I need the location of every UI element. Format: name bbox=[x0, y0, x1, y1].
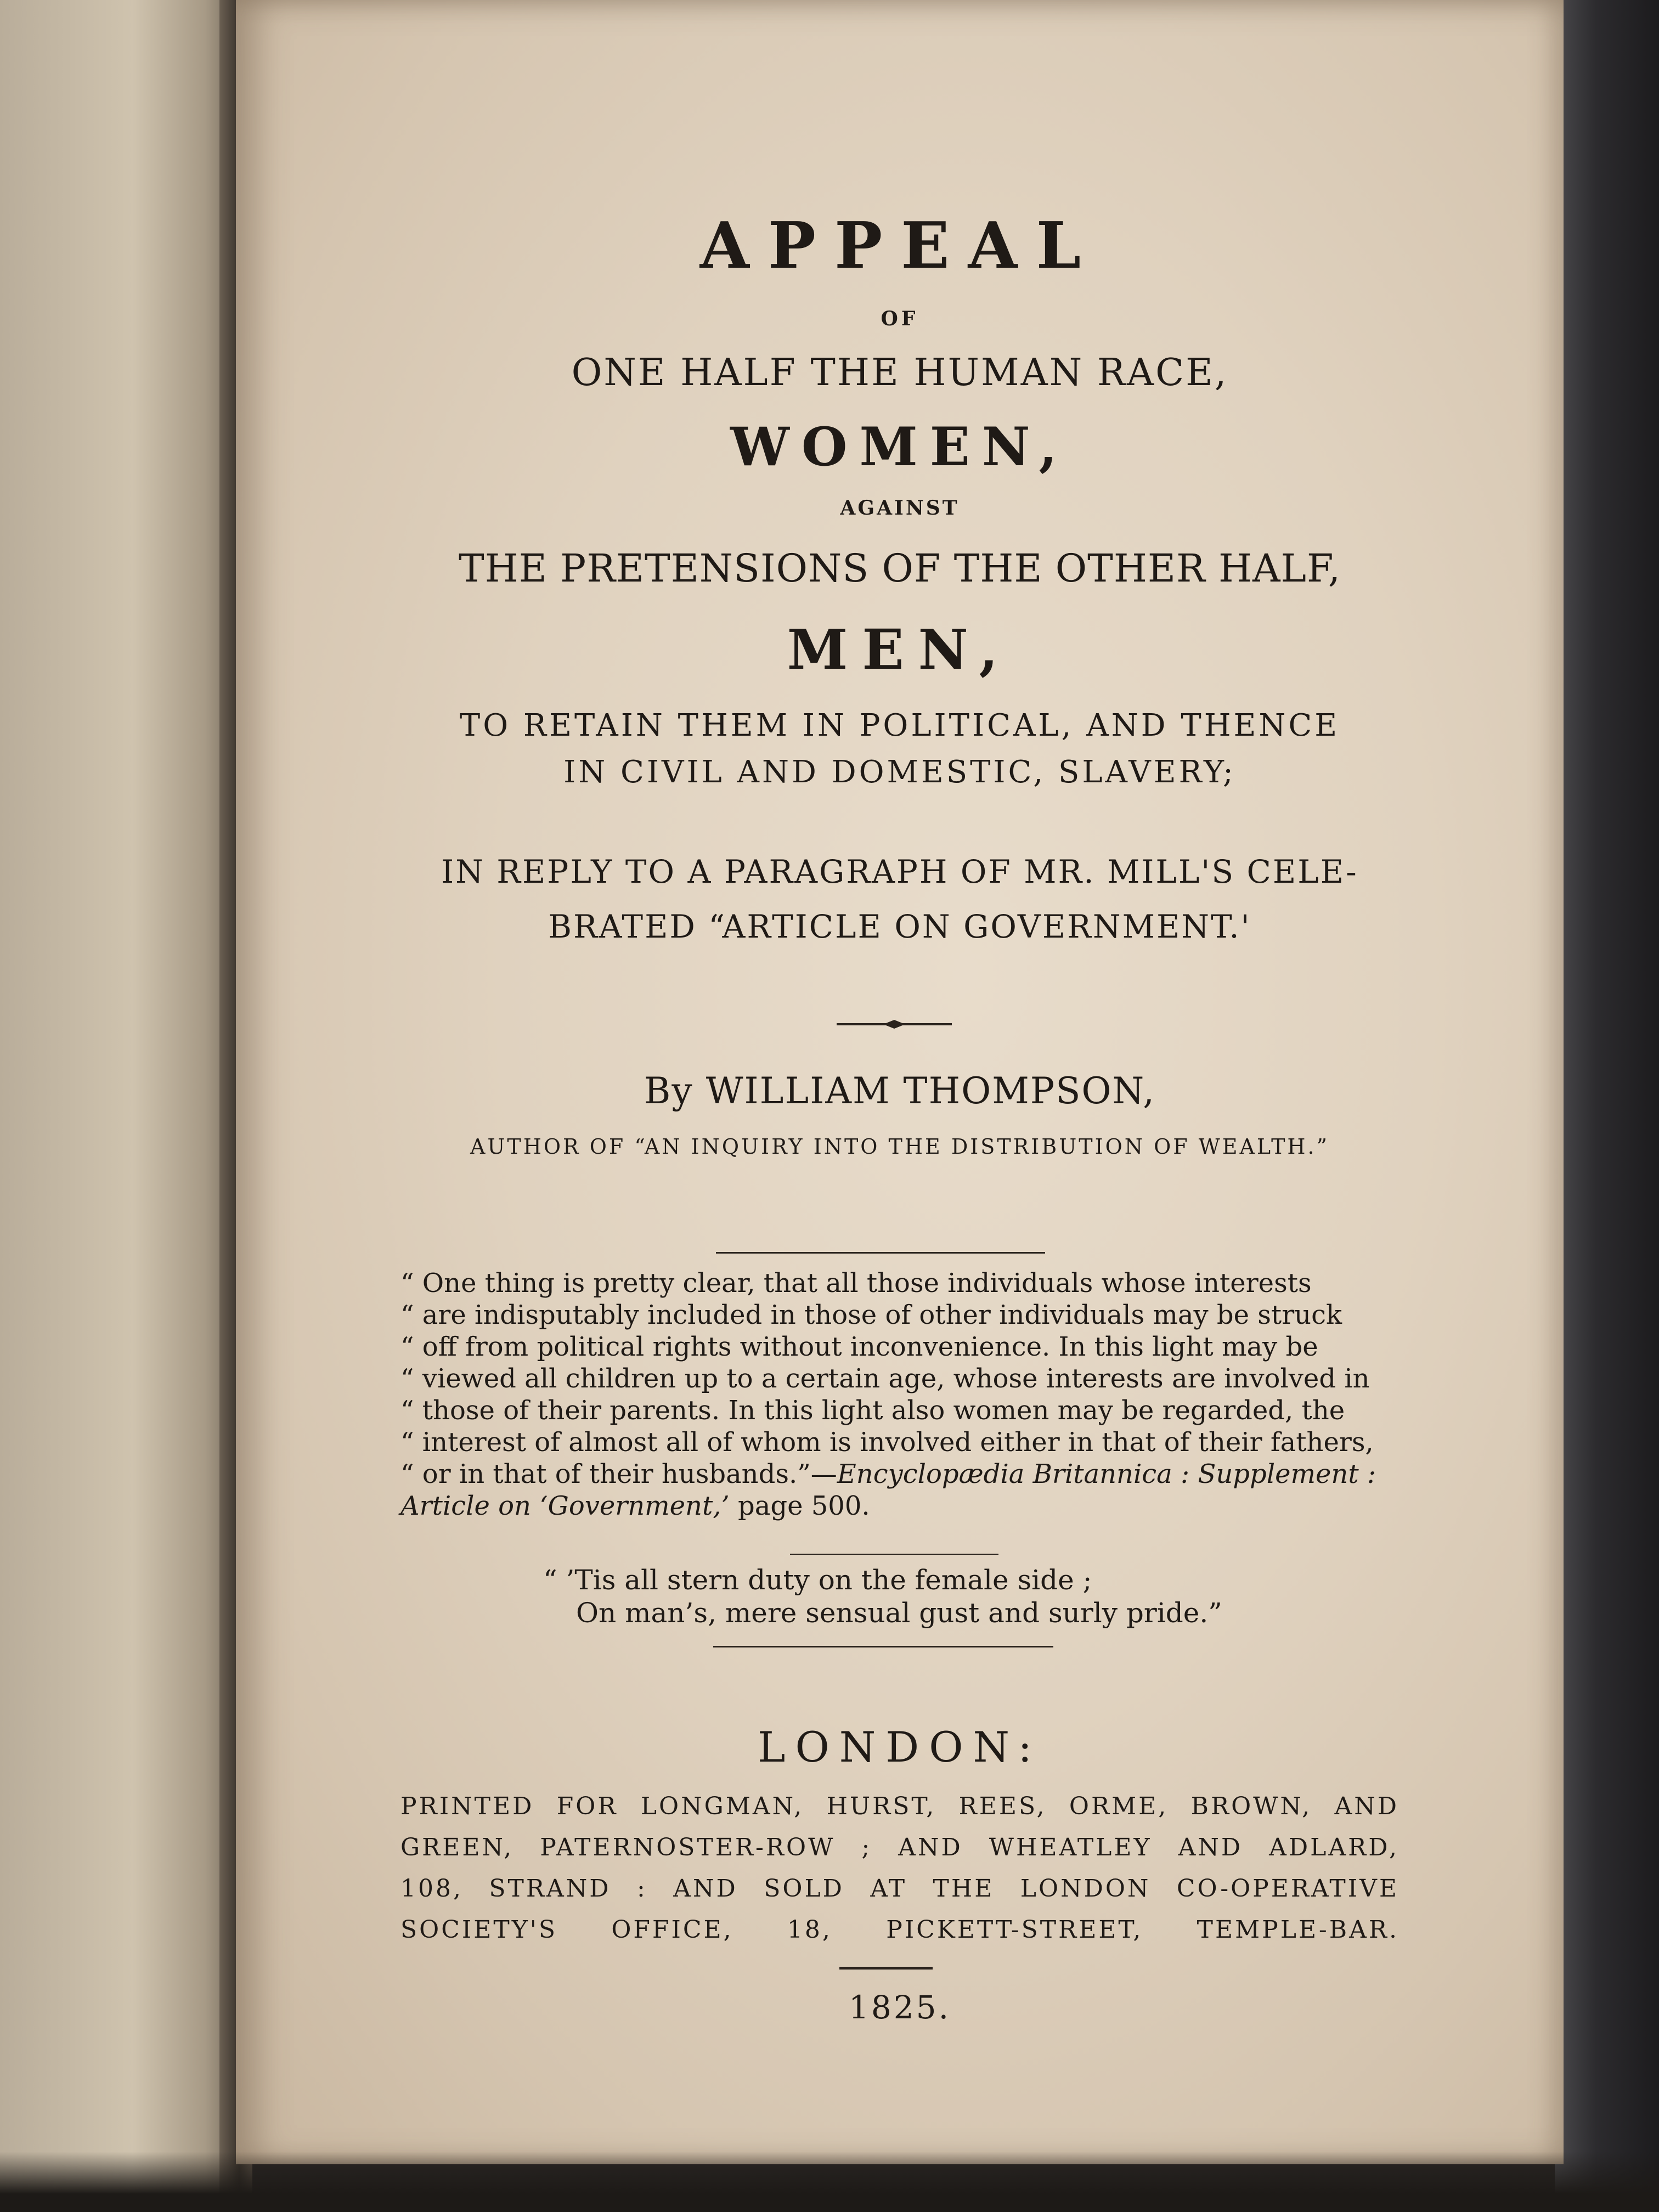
book-cover-edge bbox=[1555, 0, 1659, 2212]
imprint-line: SOCIETY'S OFFICE, 18, PICKETT-STREET, TEMPLE-BAR. bbox=[400, 1916, 1399, 1944]
epigraph-line: “ viewed all children up to a certain age, whose interests are involved in bbox=[400, 1363, 1370, 1394]
verse-line-1: “ ’Tis all stern duty on the female side ; bbox=[543, 1564, 1092, 1596]
epigraph-line: “ off from political rights without inconvenience. In this light may be bbox=[400, 1331, 1318, 1362]
subtitle-reply-line-2: BRATED “ARTICLE ON GOVERNMENT.' bbox=[548, 908, 1251, 945]
title-page bbox=[236, 0, 1564, 2164]
imprint-line: PRINTED FOR LONGMAN, HURST, REES, ORME, BROWN, AND bbox=[400, 1792, 1399, 1820]
imprint-line: 108, STRAND : AND SOLD AT THE LONDON CO-OPERATIVE bbox=[400, 1875, 1399, 1903]
epigraph-page-ref: page 500. bbox=[738, 1491, 870, 1521]
imprint-line: GREEN, PATERNOSTER-ROW ; AND WHEATLEY AND ADLARD, bbox=[400, 1833, 1399, 1861]
epigraph-line: “ those of their parents. In this light also women may be regarded, the bbox=[400, 1395, 1345, 1426]
ornament-divider-icon bbox=[837, 1018, 952, 1031]
epigraph-line: “ are indisputably included in those of other individuals may be struck bbox=[400, 1300, 1342, 1330]
epigraph-quote bbox=[400, 1267, 1388, 1522]
facing-page bbox=[0, 0, 241, 2212]
epigraph-line-with-source bbox=[400, 1458, 1388, 1490]
imprint-text bbox=[400, 1786, 1399, 1950]
subtitle-retain-line-2: IN CIVIL AND DOMESTIC, SLAVERY; bbox=[563, 754, 1236, 790]
epigraph-article-title: ‘Government,’ bbox=[539, 1491, 730, 1521]
epigraph-line: “ One thing is pretty clear, that all those individuals whose interests bbox=[400, 1268, 1312, 1299]
author-of: AUTHOR OF “AN INQUIRY INTO THE DISTRIBUTION OF WEALTH.” bbox=[470, 1135, 1330, 1159]
divider-rule bbox=[839, 1967, 933, 1970]
title-of: OF bbox=[881, 307, 919, 330]
publication-year: 1825. bbox=[848, 1989, 951, 2026]
subtitle-retain-line-1: TO RETAIN THEM IN POLITICAL, AND THENCE bbox=[459, 708, 1340, 743]
divider-rule bbox=[713, 1646, 1053, 1647]
title-against: AGAINST bbox=[840, 496, 960, 520]
title-one-half: ONE HALF THE HUMAN RACE, bbox=[571, 351, 1228, 394]
title-pretensions: THE PRETENSIONS OF THE OTHER HALF, bbox=[459, 546, 1341, 591]
subtitle-reply-line-1: IN REPLY TO A PARAGRAPH OF MR. MILL'S CELE- bbox=[441, 853, 1358, 890]
imprint-city: LONDON: bbox=[758, 1723, 1042, 1771]
epigraph-line: “ interest of almost all of whom is involved either in that of their fathers, bbox=[400, 1427, 1374, 1458]
bottom-shadow bbox=[0, 2152, 1659, 2212]
title-men: MEN, bbox=[787, 617, 1013, 682]
epigraph-line: “ or in that of their husbands.”— bbox=[400, 1459, 837, 1489]
epigraph-source: Encyclopædia Britannica : Supplement : bbox=[837, 1459, 1376, 1489]
title-women: WOMEN, bbox=[730, 416, 1069, 478]
divider-rule bbox=[790, 1554, 998, 1555]
divider-rule bbox=[716, 1252, 1045, 1254]
title-appeal: APPEAL bbox=[699, 208, 1100, 283]
epigraph-citation bbox=[400, 1490, 1388, 1522]
verse-quote bbox=[543, 1564, 1311, 1629]
author-byline: By WILLIAM THOMPSON, bbox=[644, 1070, 1156, 1112]
verse-line-2: On man’s, mere sensual gust and surly pride.” bbox=[576, 1597, 1222, 1629]
epigraph-article-label: Article on bbox=[400, 1491, 531, 1521]
